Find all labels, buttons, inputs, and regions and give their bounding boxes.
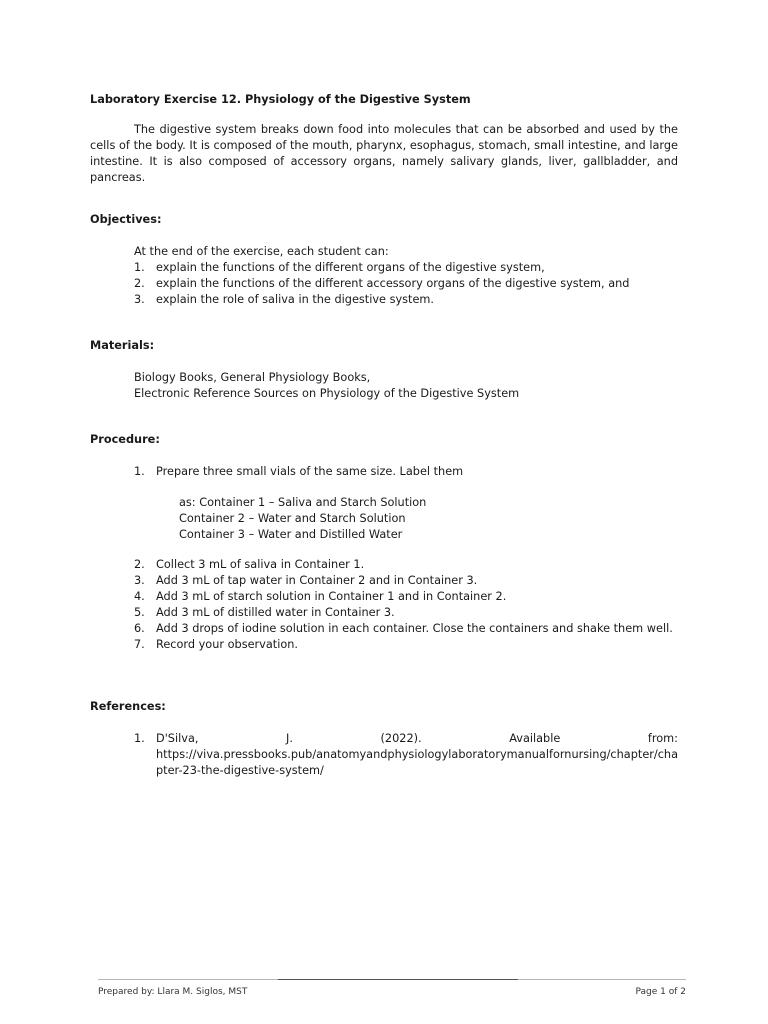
footer-page-number: Page 1 of 2 (635, 987, 686, 997)
references-heading: References: (90, 700, 166, 713)
reference-citation (156, 731, 678, 747)
objectives-list (134, 260, 678, 308)
references-section (134, 731, 678, 779)
list-item (134, 292, 678, 308)
objectives-intro: At the end of the exercise, each student can: (134, 245, 389, 258)
step-text: Record your observation. (156, 638, 299, 651)
footer-prepared-by: Prepared by: Llara M. Siglos, MST (98, 987, 248, 997)
reference-url-link[interactable]: https://viva.pressbooks.pub/anatomyandphysiologylaboratorymanualfornursing/chapter/chapter-23-the-digestive-system/ (156, 748, 679, 777)
step-number: 7. (134, 638, 145, 651)
list-item (134, 605, 678, 621)
reference-available: Available (509, 732, 561, 745)
list-item (134, 589, 678, 605)
step-number: 3. (134, 574, 145, 587)
document-title: Laboratory Exercise 12. Physiology of the Digestive System (90, 93, 471, 106)
procedure-list (134, 464, 678, 480)
item-text: explain the role of saliva in the digestive system. (156, 293, 435, 306)
container-labels (179, 495, 678, 543)
list-item (134, 637, 678, 653)
materials-heading: Materials: (90, 339, 155, 352)
objectives-heading: Objectives: (90, 213, 162, 226)
item-number: 1. (134, 261, 145, 274)
list-item (134, 621, 678, 637)
objectives-section (134, 244, 678, 308)
reference-from: from: (647, 732, 678, 745)
step-text: Add 3 drops of iodine solution in each container. Close the containers and shake them well. (156, 622, 673, 635)
materials-line: Electronic Reference Sources on Physiology of the Digestive System (134, 387, 520, 400)
step-number: 2. (134, 558, 145, 571)
materials-section (134, 370, 678, 402)
list-item (134, 731, 678, 779)
step-number: 5. (134, 606, 145, 619)
document-page (90, 92, 678, 779)
list-item (134, 464, 678, 480)
item-text: explain the functions of the different organs of the digestive system, (156, 261, 545, 274)
reference-initial: J. (286, 732, 293, 745)
references-list (134, 731, 678, 779)
container-label: Container 3 – Water and Distilled Water (179, 528, 403, 541)
step-text: Add 3 mL of starch solution in Container 1 and in Container 2. (156, 590, 507, 603)
list-item (134, 557, 678, 573)
container-label: Container 2 – Water and Starch Solution (179, 512, 406, 525)
reference-year: (2022). (380, 732, 422, 745)
step-number: 6. (134, 622, 145, 635)
list-item (134, 260, 678, 276)
step-text: Add 3 mL of tap water in Container 2 and in Container 3. (156, 574, 478, 587)
materials-line: Biology Books, General Physiology Books, (134, 371, 371, 384)
container-label: as: Container 1 – Saliva and Starch Solution (179, 496, 427, 509)
step-text: Add 3 mL of distilled water in Container 3. (156, 606, 395, 619)
step-number: 1. (134, 465, 145, 478)
list-item (134, 276, 678, 292)
footer-divider (98, 979, 686, 980)
reference-author: D'Silva, (156, 732, 199, 745)
step-text: Collect 3 mL of saliva in Container 1. (156, 558, 365, 571)
procedure-heading: Procedure: (90, 433, 160, 446)
procedure-section (134, 464, 678, 653)
procedure-steps (134, 557, 678, 653)
intro-paragraph: The digestive system breaks down food into molecules that can be absorbed and used by the cells of the body. It is composed of the mouth, pharynx, esophagus, stomach, small intestine, and large intestine. It is also composed of accessory organs, namely salivary glands, liver, gallbladder, and pancreas. (90, 123, 678, 184)
step-text: Prepare three small vials of the same size. Label them (156, 465, 464, 478)
item-text: explain the functions of the different accessory organs of the digestive system, and (156, 277, 630, 290)
list-item (134, 573, 678, 589)
item-number: 3. (134, 293, 145, 306)
item-number: 2. (134, 277, 145, 290)
step-number: 4. (134, 590, 145, 603)
reference-number: 1. (134, 732, 145, 745)
